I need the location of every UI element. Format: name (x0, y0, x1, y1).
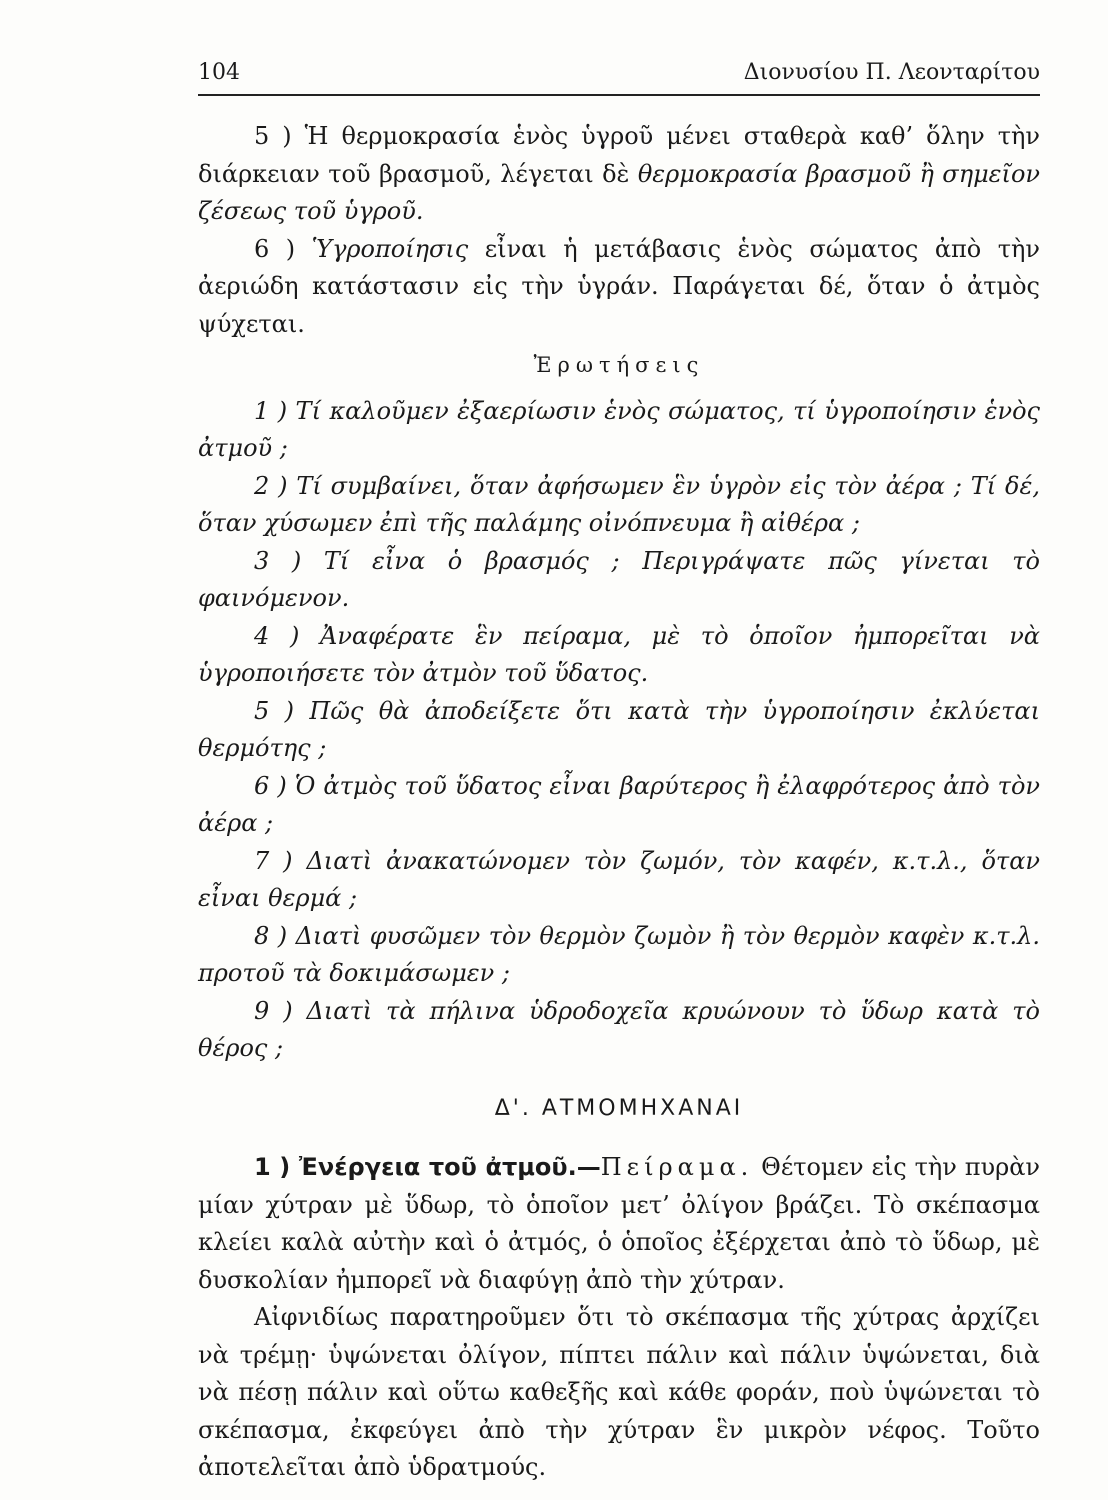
section-heading: Δ'. ΑΤΜΟΜΗΧΑΝΑΙ (494, 1095, 744, 1121)
section-paragraph-2: Αἰφνιδίως παρατηροῦμεν ὅτι τὸ σκέπασμα τῆς χύτρας ἀρχίζει νὰ τρέμῃ· ὑψώνεται ὀλίγον, πίπτει πάλιν καὶ πάλιν ὑψώνεται, διὰ νὰ πέσῃ πάλιν καὶ οὕτω καθεξῆς καὶ κάθε φοράν, ποὺ ὑψώνεται τὸ σκέπασμα, ἐκφεύγει ἀπὸ τὴν χύτραν ἓν μικρὸν νέφος. Τοῦτο ἀποτελεῖται ἀπὸ ὑδρατμούς. (198, 1303, 1040, 1481)
question-2: 2 ) Τί συμβαίνει, ὅταν ἀφήσωμεν ἓν ὑγρὸν εἰς τὸν ἀέρα ; Τί δέ, ὅταν χύσωμεν ἐπὶ τῆς παλάμης οἰνόπνευμα ἢ αἰθέρα ; (198, 471, 1040, 537)
question-1: 1 ) Τί καλοῦμεν ἐξαερίωσιν ἑνὸς σώματος, τί ὑγροποίησιν ἑνὸς ἀτμοῦ ; (198, 396, 1040, 462)
run-in-heading: 1 ) Ἐνέργεια τοῦ ἀτμοῦ.— (254, 1153, 601, 1181)
header-rule (198, 94, 1040, 96)
page-header (198, 54, 1040, 88)
question-8: 8 ) Διατὶ φυσῶμεν τὸν θερμὸν ζωμὸν ἢ τὸν θερμὸν καφὲν κ.τ.λ. προτοῦ τὰ δοκιμάσωμεν ; (198, 921, 1040, 987)
definition-5 (198, 118, 1040, 231)
definition-6-lead: 6 ) (254, 234, 312, 263)
question-9: 9 ) Διατὶ τὰ πήλινα ὑδροδοχεῖα κρυώνουν τὸ ὕδωρ κατὰ τὸ θέρος ; (198, 996, 1040, 1062)
definition-6-rest: εἶναι ἡ μετάβασις ἑνὸς σώματος ἀπὸ τὴν ἀεριώδη κατάστασιν εἰς τὴν ὑγράν. Παράγεται δέ, ὅταν ὁ ἀτμὸς ψύχεται. (198, 234, 1041, 338)
questions-heading: Ἐρωτήσεις (533, 353, 705, 377)
page-number: 104 (198, 60, 240, 85)
definition-5-lead: 5 ) Ἡ θερμοκρασία ἑνὸς ὑγροῦ μένει σταθερὰ καθ’ ὅλην τὴν διάρκειαν τοῦ βρασμοῦ, λέγεται δὲ (198, 122, 1040, 188)
definition-6 (198, 231, 1040, 344)
question-5: 5 ) Πῶς θὰ ἀποδείξετε ὅτι κατὰ τὴν ὑγροποίησιν ἐκλύεται θερμότης ; (198, 696, 1040, 762)
section-paragraph-1-text: Θέτομεν εἰς τὴν πυρὰν μίαν χύτραν μὲ ὕδωρ, τὸ ὁποῖον μετ’ ὀλίγον βράζει. Τὸ σκέπασμα κλείει καλὰ αὐτὴν καὶ ὁ ἀτμός, ὁ ὁποῖος ἐξέρχεται ἀπὸ τὸ ὕδωρ, μὲ δυσκολίαν ἠμπορεῖ νὰ διαφύγῃ ἀπὸ τὴν χύτραν. (198, 1153, 1040, 1294)
question-6: 6 ) Ὁ ἀτμὸς τοῦ ὕδατος εἶναι βαρύτερος ἢ ἐλαφρότερος ἀπὸ τὸν ἀέρα ; (198, 771, 1040, 837)
experiment-label: Πείραμα. (600, 1153, 754, 1181)
page-body (198, 118, 1040, 1487)
section-paragraph-1 (198, 1149, 1040, 1299)
definition-6-term: Ὑγροποίησις (311, 234, 469, 263)
question-3: 3 ) Τί εἶνα ὁ βρασμός ; Περιγράψατε πῶς γίνεται τὸ φαινόμενον. (198, 546, 1040, 612)
running-title: Διονυσίου Π. Λεονταρίτου (743, 60, 1040, 85)
question-4: 4 ) Ἀναφέρατε ἓν πείραμα, μὲ τὸ ὁποῖον ἠμπορεῖται νὰ ὑγροποιήσετε τὸν ἀτμὸν τοῦ ὕδατος. (198, 621, 1040, 687)
question-7: 7 ) Διατὶ ἀνακατώνομεν τὸν ζωμόν, τὸν καφέν, κ.τ.λ., ὅταν εἶναι θερμά ; (198, 846, 1040, 912)
definition-5-term: θερμοκρασία βρασμοῦ ἢ σημεῖον ζέσεως τοῦ ὑγροῦ. (198, 159, 1040, 225)
